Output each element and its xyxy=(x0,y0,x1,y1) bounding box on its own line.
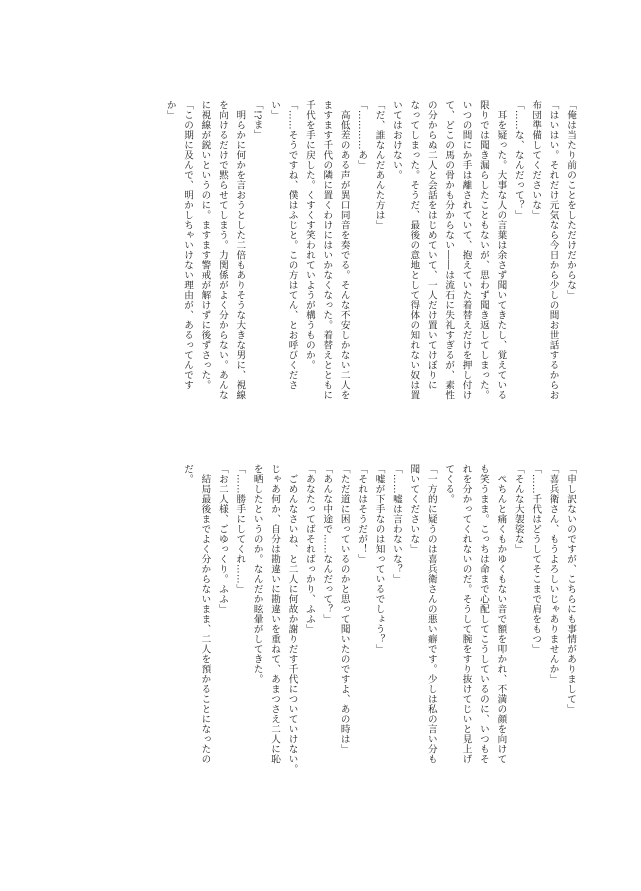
text-line: を晒したというのか。なんだか眩暈がしてきた。 xyxy=(251,464,263,684)
text-line: てくる。 xyxy=(443,464,455,504)
text-line: 「喜兵衛さん、もうよろしいじゃありませんか」 xyxy=(547,464,559,684)
text-line: か」 xyxy=(164,100,176,120)
text-line: の分からぬ二人と会話をはじめていて、一人だけ置いてけぼりに xyxy=(425,100,437,390)
text-line: 「…………あ」 xyxy=(356,100,368,170)
text-line: 「……な、なんだって？」 xyxy=(512,100,524,220)
text-line: も笑うまま。こっちは命まで心配してこうしているのに、いつもそ xyxy=(477,464,489,764)
text-line: 「あなたってばそればっかり、ふふ」 xyxy=(303,464,315,634)
text-line: 「!?ま」 xyxy=(251,100,263,140)
text-line: 「はいはい。それだけ元気なら今日から少しの間お世話するからお xyxy=(547,100,559,400)
text-line: ぺちんと痛くもかゆくもない音で額を叩かれ、不満の顔を向けて xyxy=(495,473,507,764)
text-line: ますます千代の隣に置くわけにはいかなくなった。着替えとともに xyxy=(321,100,333,400)
text-line: 布団準備してくださいな」 xyxy=(530,100,542,220)
text-line: 「嘘が下手なのは知っているでしょう？」 xyxy=(373,464,385,654)
text-line: なってしまった。そうだ、最後の意地として得体の知れない奴は置 xyxy=(408,100,420,400)
text-block-lower xyxy=(59,464,579,839)
text-line: れを分かってくれないのだ。そうして腕をすり抜けてじいと見上げ xyxy=(460,464,472,764)
text-line: 明らかに何かを言おうとした二倍もありそうな大きな男に、視線 xyxy=(234,109,246,400)
text-line: 「ただ道に困っているのかと思って聞いたのですよ、あの時は」 xyxy=(338,464,350,754)
text-line: 高低差のある声が異口同音を奏でる。そんな不安しかない二人を xyxy=(338,109,350,400)
text-line: 聞いてくださいな」 xyxy=(408,464,420,554)
text-line: 「そんな大袈裟な」 xyxy=(512,464,524,554)
text-line: 「だ、誰なんだあんた方は」 xyxy=(373,100,385,230)
text-line: 「申し訳ないのですが、こちらにも事情がありまして」 xyxy=(565,464,576,714)
text-line: 「……千代はどうしてそこまで肩をもつ」 xyxy=(530,464,542,654)
text-line: 限りでは聞き漏らしたこともないが、思わず聞き返してしまった。 xyxy=(477,100,489,400)
text-line: いてはおけない。 xyxy=(390,100,402,180)
text-line: 千代を手に戻した。くすくす笑われていようが構うものか。 xyxy=(303,100,315,370)
text-line: 「お二人様、ごゆっくり。ふふ」 xyxy=(216,464,228,614)
text-line: て、どこの馬の骨かも分からない――は流石に失礼すぎるが、素性 xyxy=(443,100,455,400)
text-line: い」 xyxy=(269,100,281,120)
text-line: 耳を疑った。大事な人の言葉は余さず聞いてきたし、覚えている xyxy=(495,109,507,400)
text-line: 「……勝手にしてくれ……」 xyxy=(234,464,246,594)
text-line: 「あんな中途で……なんだって？」 xyxy=(321,464,333,624)
text-line: 「俺は当たり前のことをしただけだからな」 xyxy=(565,100,576,300)
text-line: 「……そうですね、僕はふじと。この方はてん、とお呼びくださ xyxy=(286,100,298,390)
text-line: いつの間にか手は離されていて、抱えていた着替えだけを押し付け xyxy=(460,100,472,400)
text-line: 「それはそうだが！」 xyxy=(356,464,368,564)
text-line: じゃあ何か、自分は勘違いに勘違いを重ねて、あまつさえ二人に恥 xyxy=(269,464,281,764)
text-line: 結局最後までよく分からないまま、二人を預かることになったの xyxy=(199,473,211,764)
text-line: に視線が鋭いというのに。ますます警戒が解けずに後ずさった。 xyxy=(199,100,211,390)
text-line: 「一方的に疑うのは喜兵衛さんの悪い癖です。少しは私の言い分も xyxy=(425,464,437,764)
text-line: だ。 xyxy=(182,464,194,484)
text-line: 「この期に及んで、明かしちゃいけない理由が、あるってんです xyxy=(182,100,194,390)
text-line: を向けるだけで黙らせてしまう。力関係がよく分からない。あんな xyxy=(216,100,228,400)
text-line: 「……嘘は言わないな？」 xyxy=(390,464,402,584)
text-line: ごめんなさいね、と二人に何故か謝りだす千代についていけない。 xyxy=(286,473,298,774)
text-block-upper xyxy=(59,100,579,440)
